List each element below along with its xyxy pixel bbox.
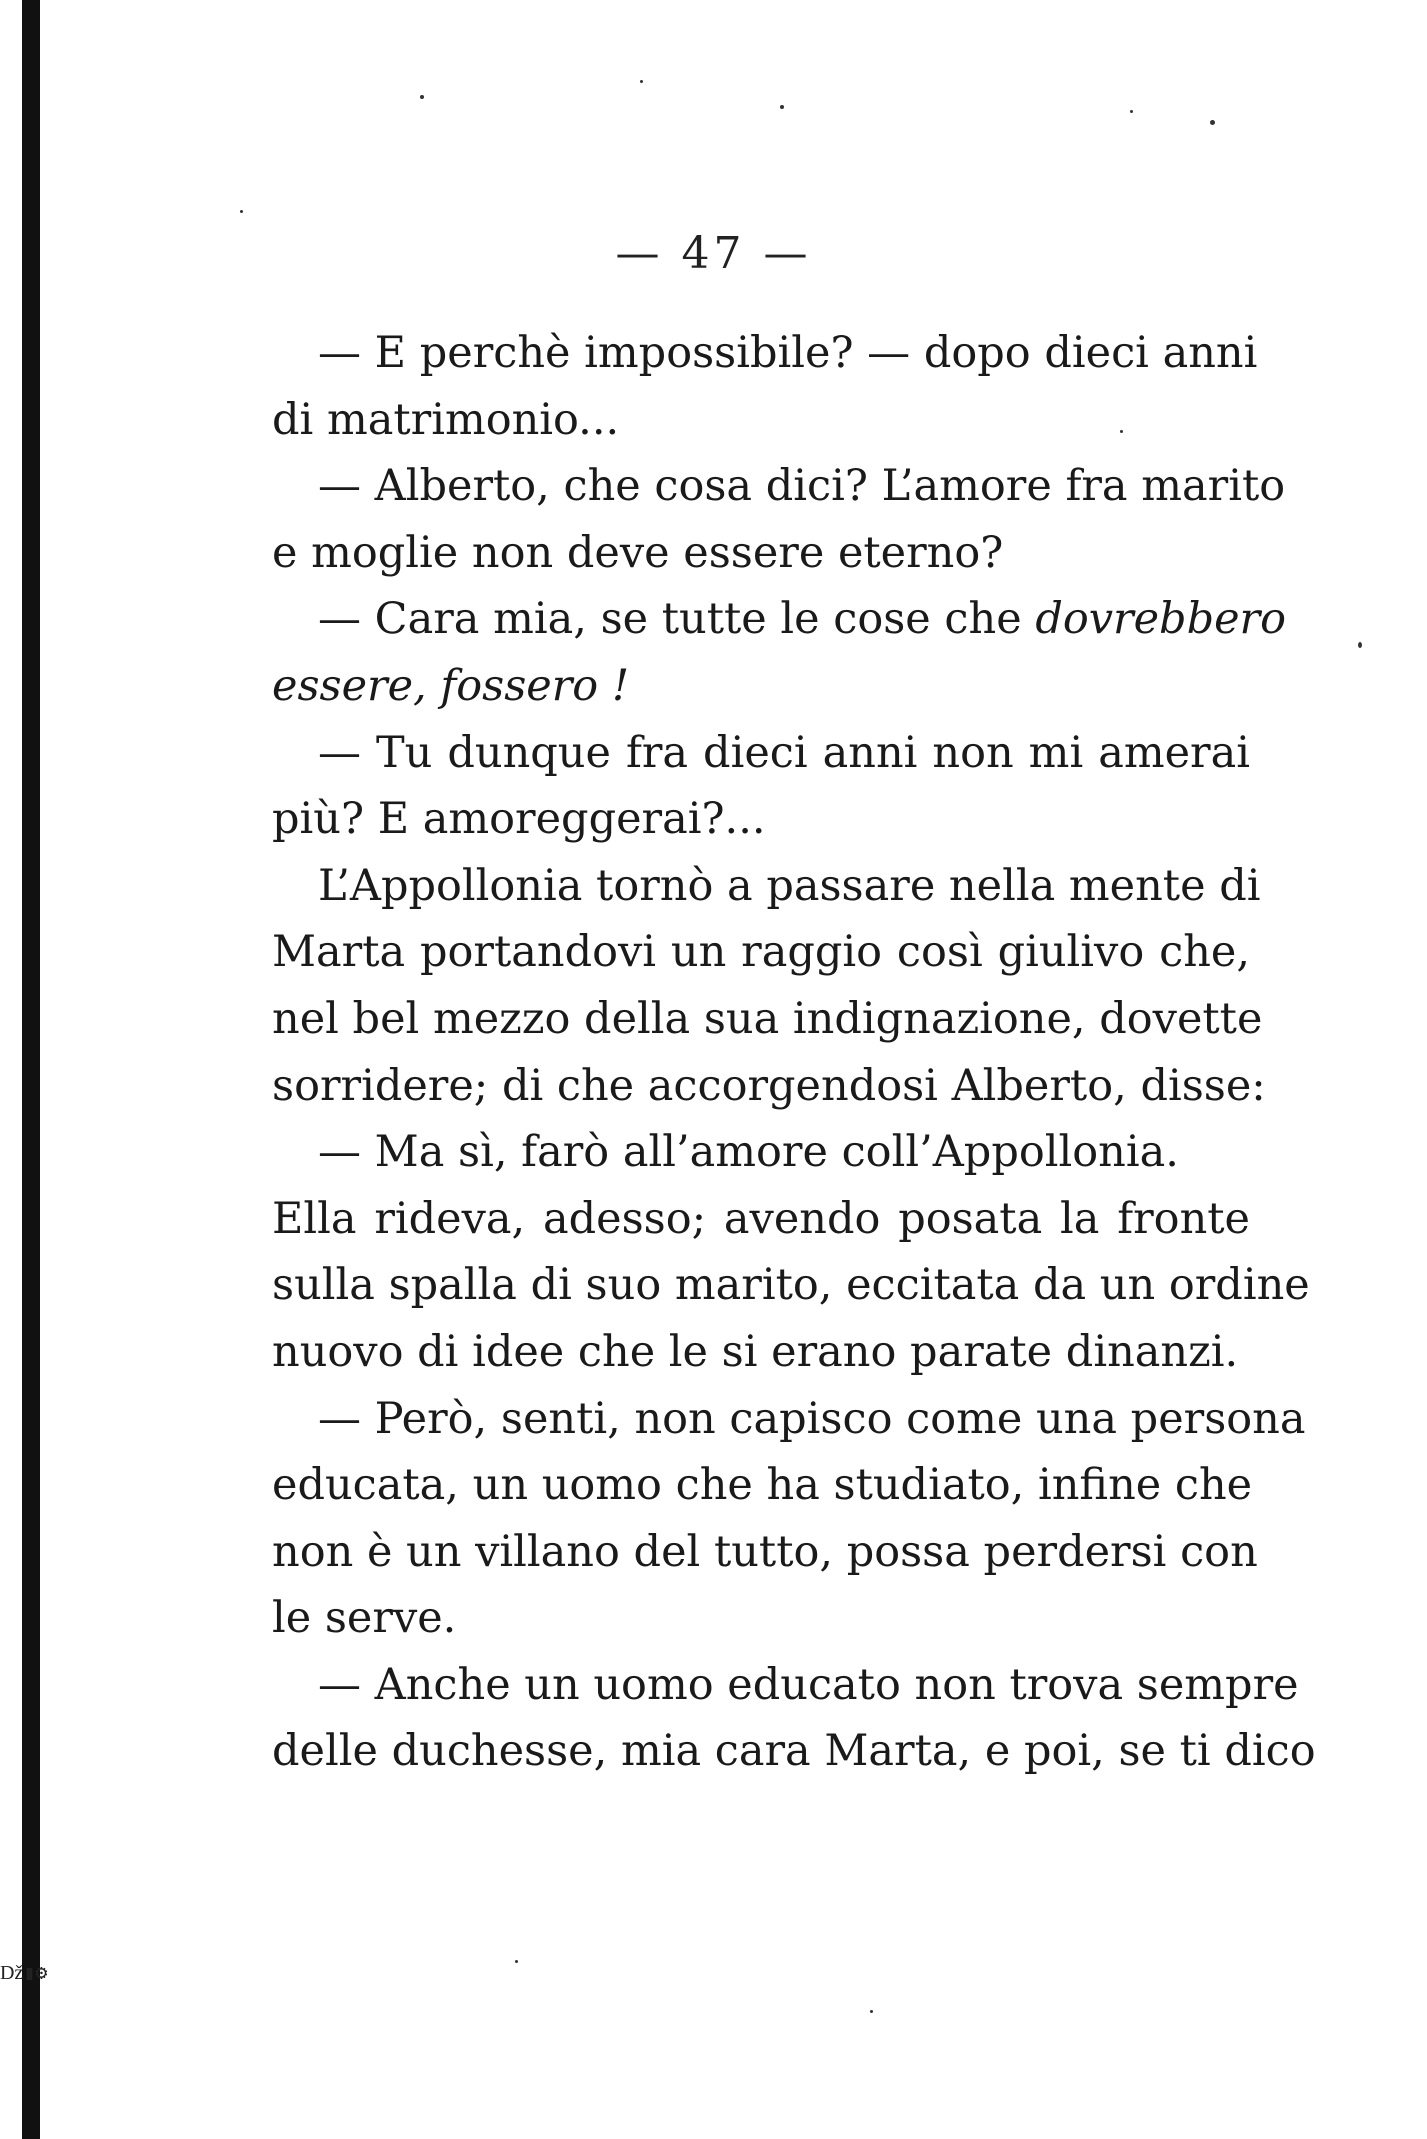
scan-speck [870,2010,873,2013]
italic-fragment: dovrebbero [1035,594,1286,645]
text-line: educata, un uomo che ha studiato, infine che [272,1460,1253,1511]
text-line: — Alberto, che cosa dici? L’amore fra marito [318,461,1286,512]
text-line: nuovo di idee che le si erano parate dinanzi. [272,1326,1239,1377]
scan-speck [240,210,243,213]
text-line: sorridere; di che accorgendosi Alberto, disse: [272,1060,1266,1111]
text-line: le serve. [272,1593,457,1644]
text-line: — Tu dunque fra dieci anni non mi amerai [318,727,1250,778]
page-number: — 47 — [615,228,812,279]
scan-speck [640,80,643,83]
text-line: L’Appollonia tornò a passare nella mente di [318,860,1261,911]
text-line: — Ma sì, farò all’amore coll’Appollonia. [318,1127,1179,1178]
text-line: più? E amoreggerai?... [272,794,766,845]
text-line: delle duchesse, mia cara Marta, e poi, se ti dico [272,1726,1316,1777]
text-line: essere, fossero ! [272,660,630,711]
text-line: — Anche un uomo educato non trova sempre [318,1659,1299,1710]
text-line: e moglie non deve essere eterno? [272,527,1004,578]
text-line: sulla spalla di suo marito, eccitata da un ordine [272,1260,1310,1311]
margin-mark: ǅ▮⚙ [0,1960,48,1984]
scan-speck [1130,110,1133,113]
scan-speck [1358,642,1362,648]
text-line: Ella rideva, adesso; avendo posata la fronte [272,1193,1250,1244]
text-line: nel bel mezzo della sua indignazione, dovette [272,993,1263,1044]
scan-speck [515,1960,518,1963]
scan-speck [420,95,424,99]
book-binding-edge [22,0,40,2139]
body-text [272,320,1316,1785]
text-line: Marta portandovi un raggio così giulivo che, [272,927,1250,978]
text-line: — E perchè impossibile? — dopo dieci anni [318,328,1258,378]
scan-speck [1210,120,1215,125]
text-line: non è un villano del tutto, possa perdersi con [272,1526,1258,1577]
scan-speck [780,105,784,109]
text-fragment: — Cara mia, se tutte le cose che [318,594,1022,645]
text-line: di matrimonio... [272,394,620,445]
text-line [272,586,1286,653]
text-line: — Però, senti, non capisco come una persona [318,1393,1306,1444]
